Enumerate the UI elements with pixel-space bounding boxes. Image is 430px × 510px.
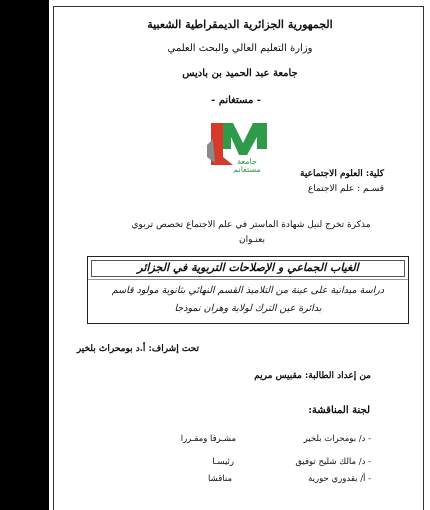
republic-heading: الجمهورية الجزائرية الديمقراطية الشعبية bbox=[147, 18, 333, 31]
supervisor-line: تحت إشراف: أ.د بومحراث بلخير bbox=[76, 344, 199, 354]
committee-member-2-name: - د/ مالك شليح توفيق bbox=[295, 457, 371, 467]
memo-line: مذكرة تخرج لنيل شهادة الماستر في علم الاجتماع تخصص تربوي bbox=[131, 220, 371, 230]
student-line: من إعداد الطالبة: مقبيس مريم bbox=[254, 371, 371, 381]
committee-member-3-role: مناقشا bbox=[208, 474, 232, 484]
thesis-subtitle-line2: بدائرة عين الترك لولاية وهران نموذجا bbox=[174, 303, 322, 314]
svg-text:جامعة: جامعة bbox=[237, 157, 257, 166]
university-name: جامعة عبد الحميد بن باديس bbox=[182, 68, 298, 79]
committee-heading: لجنة المناقشة: bbox=[308, 405, 370, 416]
thesis-main-title: الغياب الجماعي و الإصلاحات التربوية في الجزائر bbox=[137, 261, 359, 274]
title-divider bbox=[88, 279, 408, 280]
thesis-subtitle-line1: دراسة ميدانية على عينة من التلاميذ القسم النهائي بثانوية مولود قاسم bbox=[111, 285, 385, 296]
city-name: - مستغانم - bbox=[211, 95, 261, 106]
committee-member-1-name: - د/ بومحراث بلخير bbox=[303, 434, 371, 444]
left-black-bar bbox=[0, 0, 49, 510]
department-line: قسـم : علم الاجتماع bbox=[307, 184, 384, 194]
memo-title-label: بعنـوان bbox=[239, 235, 265, 245]
svg-text:مستغانم: مستغانم bbox=[233, 165, 261, 173]
university-logo bbox=[203, 115, 277, 173]
faculty-line: كلية: العلوم الاجتماعية bbox=[300, 169, 384, 179]
committee-member-2-role: رئيسـا bbox=[212, 457, 234, 467]
ministry-line: وزارة التعليم العالي والبحث العلمي bbox=[167, 43, 313, 54]
committee-member-1-role: مشـرفا ومقـررا bbox=[180, 434, 236, 444]
committee-member-3-name: - أ/ بقدوري حورية bbox=[308, 474, 371, 484]
